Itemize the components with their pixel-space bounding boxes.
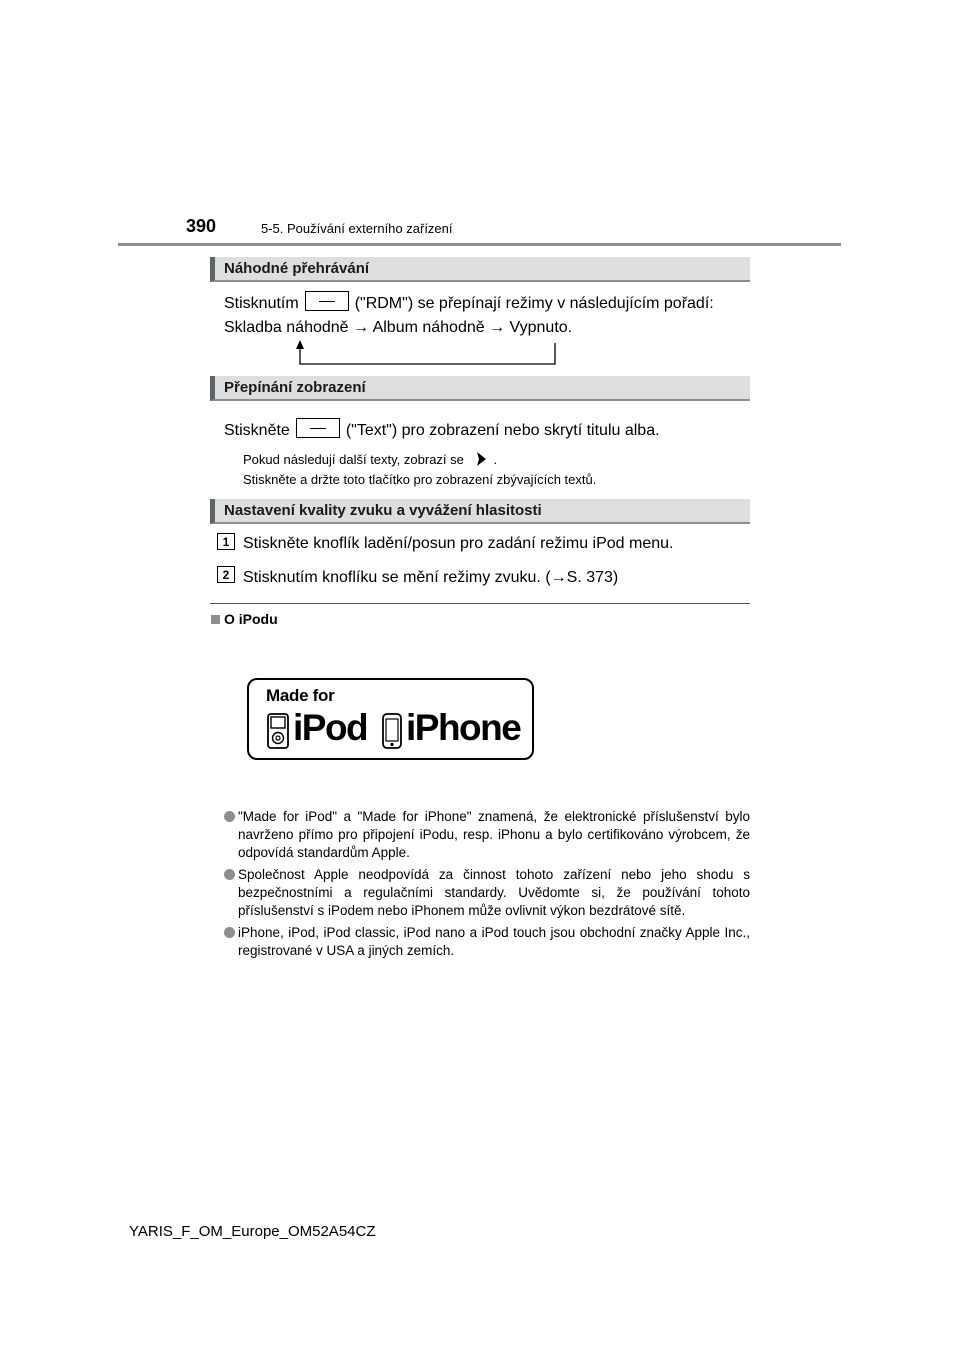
display-note-1-suffix: . <box>493 452 498 467</box>
step-number-2: 2 <box>217 566 235 583</box>
display-instruction <box>224 418 660 441</box>
made-for-ipod-iphone-badge <box>247 678 534 760</box>
bullet-text-1: "Made for iPod" a "Made for iPhone" znamená, že elektronické příslušenství bylo navrženo přímo pro připojení iPodu, resp. iPhonu a bylo certifikováno výrobcem, že odpovídá standardům Apple. <box>238 809 750 860</box>
square-bullet-icon <box>211 615 220 624</box>
display-note-1-prefix: Pokud následují další texty, zobrazí se <box>243 452 464 467</box>
bullet-dot-icon <box>224 811 235 822</box>
heading-sound-settings <box>210 499 750 524</box>
random-instruction-suffix: ("RDM") se přepínají režimy v následujícím pořadí: <box>354 295 714 312</box>
display-note-2: Stiskněte a držte toto tlačítko pro zobrazení zbývajících textů. <box>243 472 597 487</box>
heading-display-switch <box>210 376 750 401</box>
bullet-dot-icon <box>224 869 235 880</box>
section-divider <box>210 603 750 604</box>
bullet-item-1 <box>224 808 750 862</box>
document-code: YARIS_F_OM_Europe_OM52A54CZ <box>129 1223 376 1240</box>
iphone-device-icon <box>382 713 402 749</box>
section-title: 5-5. Používání externího zařízení <box>261 221 453 236</box>
header-rule <box>118 243 841 246</box>
rdm-button-icon <box>305 291 349 311</box>
display-instruction-suffix: ("Text") pro zobrazení nebo skrytí titulu alba. <box>345 422 660 439</box>
subheading-about-ipod <box>211 611 278 627</box>
cycle-arrow-icon <box>292 340 560 368</box>
bullet-text-2: Společnost Apple neodpovídá za činnost tohoto zařízení nebo jeho shodu s bezpečnostními a regulačními standardy. Uvědomte si, že používání tohoto příslušenství s iPodem nebo iPhonem může ovlivnit výkon bezdrátové sítě. <box>238 867 750 918</box>
bullet-dot-icon <box>224 927 235 938</box>
page-number: 390 <box>186 216 217 236</box>
badge-ipod: iPod <box>293 707 368 748</box>
badge-made-for: Made for <box>266 686 335 705</box>
step-text-2: Stisknutím knoflíku se mění režimy zvuku. (→S. 373) <box>243 569 619 586</box>
subheading-about-ipod-label: O iPodu <box>224 611 278 627</box>
bullet-item-2 <box>224 866 750 920</box>
heading-random-playback <box>210 257 750 282</box>
more-text-arrow-icon <box>474 451 488 467</box>
random-instruction <box>224 291 714 314</box>
random-sequence: Skladba náhodně → Album náhodně → Vypnuto. <box>224 319 573 336</box>
display-note-1 <box>243 451 497 469</box>
display-instruction-prefix: Stiskněte <box>224 422 290 439</box>
step-text-1: Stiskněte knoflík ladění/posun pro zadání režimu iPod menu. <box>243 535 674 552</box>
ipod-device-icon <box>267 713 289 749</box>
badge-iphone: iPhone <box>406 707 521 748</box>
heading-random-playback-label: Náhodné přehrávání <box>224 260 370 277</box>
text-button-icon <box>296 418 340 438</box>
bullet-item-3 <box>224 924 750 960</box>
heading-sound-settings-label: Nastavení kvality zvuku a vyvážení hlasitosti <box>224 502 542 519</box>
bullet-text-3: iPhone, iPod, iPod classic, iPod nano a iPod touch jsou obchodní značky Apple Inc., registrované v USA a jiných zemích. <box>238 925 750 958</box>
heading-display-switch-label: Přepínání zobrazení <box>224 379 366 396</box>
random-instruction-prefix: Stisknutím <box>224 295 299 312</box>
step-number-1: 1 <box>217 533 235 550</box>
